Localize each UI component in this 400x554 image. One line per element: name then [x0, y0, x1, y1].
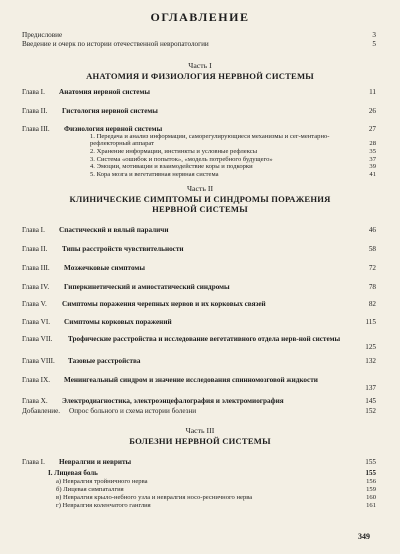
entry-page: 41 — [369, 170, 376, 178]
subsection-text: а) Невралгия тройничного нерва — [56, 478, 148, 485]
entry-page: 37 — [369, 155, 376, 163]
entry-page: 132 — [365, 357, 376, 365]
chapter-entry — [22, 376, 376, 393]
chapter-title: Электродиагностика, электроэнцефалография и электромиография — [62, 397, 284, 405]
entry-page: 39 — [369, 163, 376, 170]
chapter-title: Симптомы поражения черепных нервов и их корковых связей — [62, 300, 266, 308]
entry-page: 26 — [368, 107, 376, 115]
entry-text: Введение и очерк по истории отечественной невропатологии — [22, 40, 209, 48]
chapter-label: Глава I. — [22, 458, 45, 466]
part-label: Часть III — [185, 426, 215, 435]
entry-page: 145 — [365, 397, 376, 405]
chapter-label: Глава VI. — [22, 318, 51, 326]
chapter-label: Глава II. — [22, 107, 48, 115]
entry-page: 78 — [368, 283, 376, 291]
chapter-title: Гиперкинетический и амиостатический синдромы — [64, 283, 230, 291]
subsection-text: в) Невралгия крыло-небного узла и невралгия носо-ресничного нерва — [56, 494, 253, 501]
page-title: ОГЛАВЛЕНИЕ — [150, 10, 250, 24]
part-title: АНАТОМИЯ И ФИЗИОЛОГИЯ НЕРВНОЙ СИСТЕМЫ — [86, 71, 314, 81]
chapter-title: Физиология нервной системы — [64, 125, 163, 133]
subsection-text: 5. Кора мозга и вегетативная нервная система — [90, 170, 219, 178]
entry-page: 160 — [366, 494, 376, 501]
chapter-title: Спастический и вялый параличи — [59, 226, 169, 234]
subsection-text: 1. Передача и анализ информации, саморегулирующиеся механизмы и сег-ментарно-рефлекторный аппарат — [90, 133, 330, 148]
chapter-label: Глава I. — [22, 226, 45, 234]
entry-page: 35 — [369, 148, 376, 155]
entry-page: 155 — [365, 469, 376, 477]
part-title: КЛИНИЧЕСКИЕ СИМПТОМЫ И СИНДРОМЫ ПОРАЖЕНИЯ — [69, 194, 331, 204]
chapter-label: Глава I. — [22, 88, 45, 96]
chapter-title: Невралгии и невриты — [59, 458, 132, 466]
part-title: НЕРВНОЙ СИСТЕМЫ — [152, 204, 248, 214]
chapter-label: Глава IV. — [22, 283, 50, 291]
page-number: 349 — [358, 532, 370, 541]
subsection-text: 4. Эмоции, мотивации и взаимодействие коры и подкорки — [90, 163, 253, 170]
chapter-entry — [22, 335, 376, 352]
entry-page: 72 — [368, 264, 376, 272]
part-label: Часть II — [186, 184, 214, 193]
chapter-label: Глава VII. — [22, 335, 53, 343]
chapter-title: Симптомы корковых поражений — [64, 318, 172, 326]
chapter-label: Добавление. — [22, 407, 61, 415]
chapter-title: Трофические расстройства и исследование вегетативного отдела нерв-ной системы — [68, 335, 341, 343]
entry-page: 159 — [366, 486, 376, 493]
entry-page: 58 — [368, 245, 376, 253]
chapter-title: Тазовые расстройства — [68, 357, 141, 365]
entry-page: 156 — [366, 478, 376, 485]
entry-page: 27 — [368, 125, 376, 133]
chapter-title: Анатомия нервной системы — [59, 88, 150, 96]
subsection-text: 3. Система «ошибок и попыток», «модель потребного будущего» — [90, 155, 273, 163]
chapter-title: Типы расстройств чувствительности — [62, 245, 184, 253]
part-title: БОЛЕЗНИ НЕРВНОЙ СИСТЕМЫ — [129, 436, 271, 446]
entry-page: 3 — [372, 31, 376, 39]
entry-page: 46 — [368, 226, 376, 234]
subsection-entry — [90, 133, 376, 148]
entry-page: 125 — [365, 343, 376, 351]
chapter-title: Мозжечковые симптомы — [64, 264, 145, 272]
entry-page: 137 — [365, 384, 376, 392]
entry-text: Предисловие — [22, 31, 63, 39]
chapter-title: Менингеальный синдром и значение исследования спинномозговой жидкости — [64, 376, 318, 384]
entry-page: 152 — [365, 407, 376, 415]
entry-page: 11 — [369, 88, 376, 96]
chapter-title: Опрос больного и схема истории болезни — [69, 407, 197, 415]
entry-page: 155 — [365, 458, 376, 466]
entry-page: 82 — [368, 300, 376, 308]
part-label: Часть I — [188, 61, 212, 70]
entry-page: 28 — [369, 140, 376, 147]
chapter-label: Глава VIII. — [22, 357, 55, 365]
subsection-text: г) Невралгия коленчатого ганглия — [56, 502, 151, 509]
chapter-label: Глава III. — [22, 264, 50, 272]
entry-page: 115 — [365, 318, 376, 326]
subsection-text: б) Лицевая симпаталгия — [56, 486, 124, 493]
subsection-text: 2. Хранение информации, инстинкты и условные рефлексы — [90, 148, 258, 155]
chapter-label: Глава II. — [22, 245, 48, 253]
chapter-label: Глава IX. — [22, 376, 51, 384]
chapter-label: Глава X. — [22, 397, 48, 405]
entry-page: 5 — [372, 40, 376, 48]
entry-page: 161 — [366, 502, 376, 509]
chapter-title: Гистология нервной системы — [62, 107, 158, 115]
chapter-label: Глава III. — [22, 125, 50, 133]
chapter-label: Глава V. — [22, 300, 47, 308]
subsection-text: I. Лицевая боль — [48, 469, 98, 477]
